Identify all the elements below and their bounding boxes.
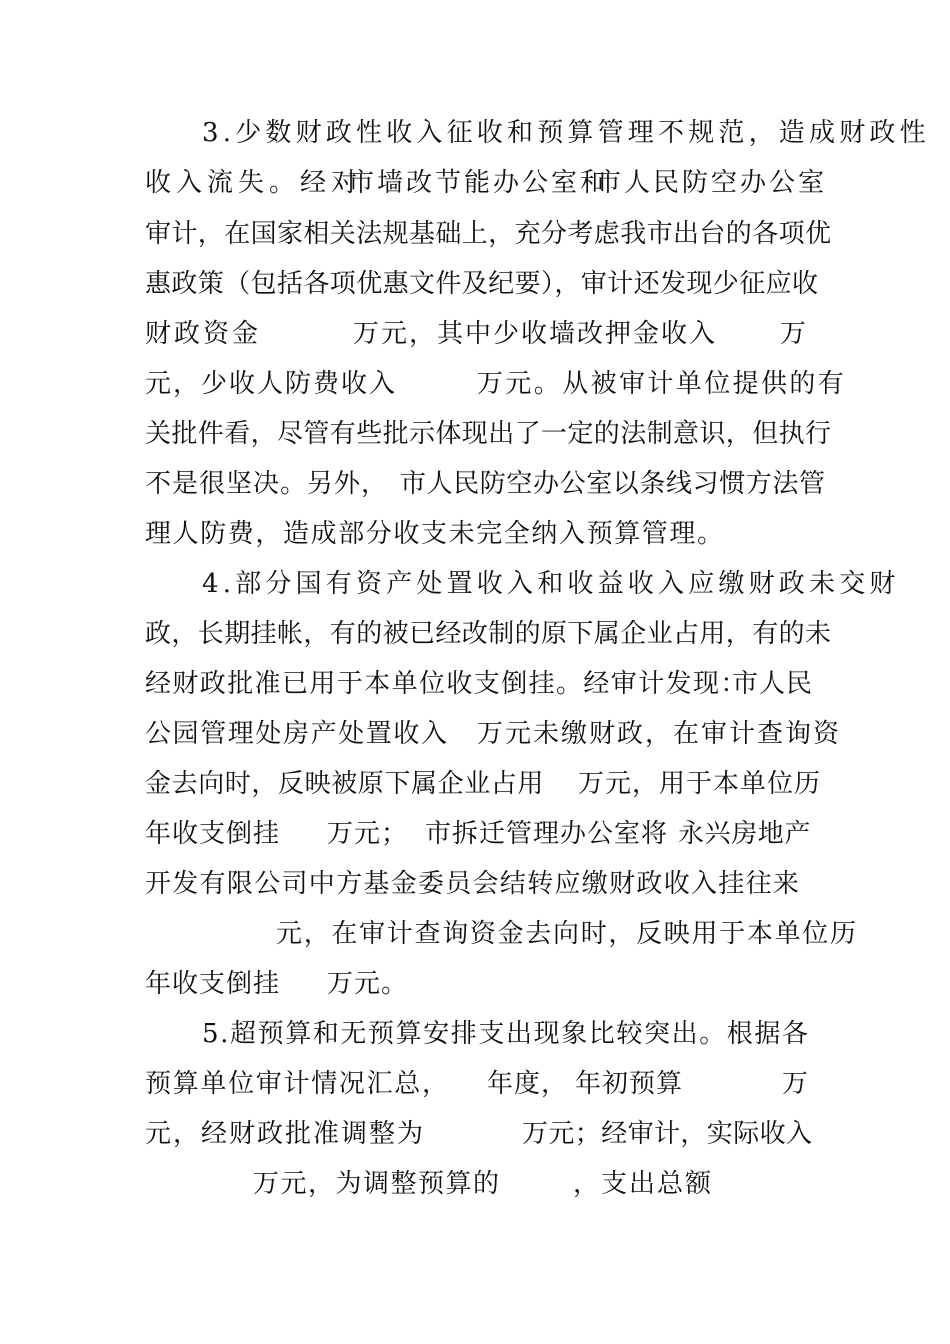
text-segment: 开发有限公司中方基金委员会结转应缴财政收入挂往来 xyxy=(145,869,801,899)
text-segment: 元，经财政批准调整为 xyxy=(145,1119,426,1149)
text-segment: 惠政策（包括各项优惠文件及纪要），审计还发现少征应收 xyxy=(145,269,819,299)
text-segment: 财政资金 xyxy=(145,319,262,349)
text-line xyxy=(0,318,807,350)
text-segment: 万元，为调整预算的 xyxy=(253,1169,501,1199)
text-segment: 各 xyxy=(782,1019,809,1049)
text-line xyxy=(0,368,847,400)
text-line xyxy=(0,768,822,800)
text-segment: 5.超预算和无预算安排支出现象比较突出。根据 xyxy=(202,1019,783,1049)
text-segment: 公园管理处房产处置收入 xyxy=(145,719,449,749)
text-line xyxy=(0,1118,813,1150)
text-segment: 万 xyxy=(780,319,807,349)
text-segment: 市拆迁管理办公室将 xyxy=(425,819,669,849)
text-segment: 万元，用于本单位历 xyxy=(578,769,822,799)
text-line xyxy=(0,718,842,750)
text-segment: 经财政批准已用于本单位收支倒挂。经审计发现： xyxy=(145,669,748,699)
text-segment: 年初预算 xyxy=(575,1069,684,1099)
text-segment: 审计，在国家相关法规基础上，充分考虑我市出台的各项优 xyxy=(145,219,832,249)
text-segment: 理人防费，造成部分收支未完全纳入预算管理。 xyxy=(145,519,725,549)
text-segment: 年收支倒挂 xyxy=(145,969,281,999)
text-line xyxy=(0,818,812,850)
text-segment: 万元。从被审计单位提供的有 xyxy=(477,369,847,399)
text-line xyxy=(0,518,725,550)
text-line xyxy=(0,167,828,199)
text-segment: 元，在审计查询资金去向时，反映用于本单位历 xyxy=(276,919,858,949)
text-line xyxy=(0,1168,714,1200)
text-line xyxy=(0,668,814,700)
text-segment: 3.少数财政性收入征收和预算管理不规范，造成财政性 xyxy=(202,118,930,148)
text-line xyxy=(0,468,826,500)
text-segment: 关批件看，尽管有些批示体现出了一定的法制意识，但执行 xyxy=(145,419,832,449)
text-line xyxy=(0,218,832,250)
text-segment: 年收支倒挂 xyxy=(145,819,281,849)
text-segment: 万元，其中少收墙改押金收入 xyxy=(353,319,718,349)
text-segment: 市墙改节能办公室和 xyxy=(348,168,610,198)
text-line xyxy=(0,1018,809,1050)
text-segment: 市人民防空办公室 xyxy=(595,168,828,198)
text-segment: 市人民防空办公室以条线习惯方法管 xyxy=(400,469,826,499)
text-line xyxy=(0,618,832,650)
text-segment: 万元； xyxy=(327,819,409,849)
text-line xyxy=(0,1068,809,1100)
text-line xyxy=(0,117,930,149)
text-line xyxy=(0,918,858,950)
text-segment: 政，长期挂帐，有的被已经改制的原下属企业占用，有的未 xyxy=(145,619,832,649)
text-segment: 万元未缴财政，在审计查询资 xyxy=(477,719,842,749)
text-line xyxy=(0,268,819,300)
text-segment: 4.部分国有资产处置收入和收益收入应缴财政未交财 xyxy=(202,569,900,599)
text-segment: 永兴房地产 xyxy=(678,819,812,849)
text-segment: 万元。 xyxy=(327,969,409,999)
text-segment: 不是很坚决。另外， xyxy=(145,469,389,499)
text-segment: 金去向时，反映被原下属企业占用 xyxy=(145,769,545,799)
text-segment: 年度， xyxy=(487,1069,569,1099)
text-segment: 万元；经审计，实际收入 xyxy=(522,1119,813,1149)
text-line xyxy=(0,568,900,600)
text-segment: 预算单位审计情况汇总， xyxy=(145,1069,450,1099)
text-segment: 收入流失。经对 xyxy=(145,168,363,198)
text-line xyxy=(0,968,409,1000)
text-line xyxy=(0,418,832,450)
text-segment: 市人民 xyxy=(732,669,814,699)
text-segment: 万 xyxy=(782,1069,809,1099)
text-segment: 元，少收人防费收入 xyxy=(145,369,398,399)
text-line xyxy=(0,868,801,900)
text-segment: ，支出总额 xyxy=(573,1169,714,1199)
